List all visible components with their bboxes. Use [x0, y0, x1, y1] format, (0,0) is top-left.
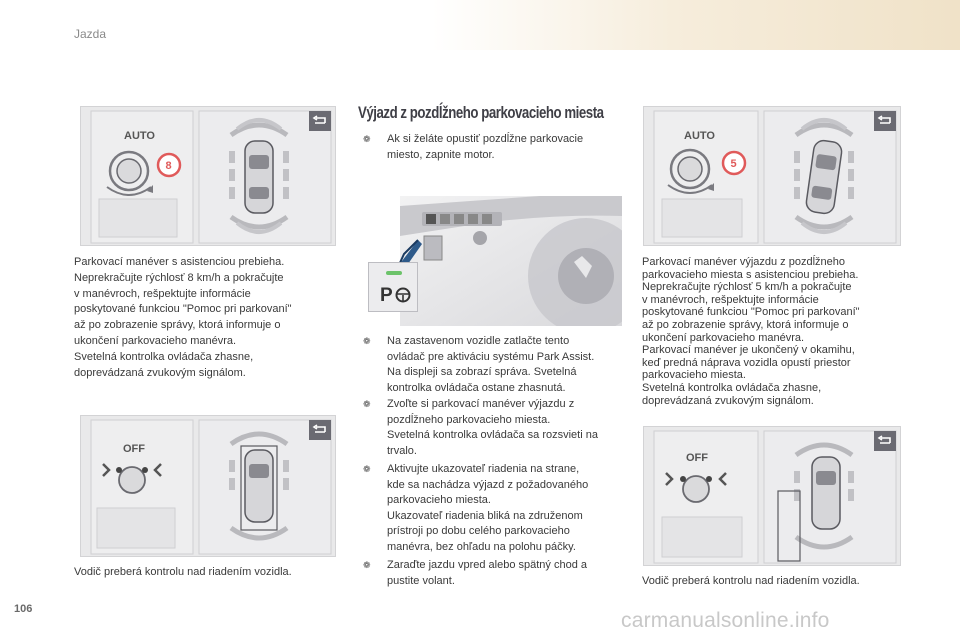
watermark: carmanualsonline.info [621, 609, 830, 632]
park-assist-button-icon [368, 262, 418, 312]
speed-value: 8 [165, 160, 172, 172]
bullet-item [363, 132, 627, 166]
display-panel-off-right [643, 426, 901, 566]
mode-label-auto: AUTO [124, 130, 155, 142]
left-text-bottom: Vodič preberá kontrolu nad riadením vozidla. [74, 566, 292, 578]
speed-badge-icon [723, 152, 745, 174]
right-text-bottom: Vodič preberá kontrolu nad riadením vozidla. [642, 575, 860, 587]
bullet-item [363, 558, 627, 590]
back-arrow-icon [309, 111, 331, 131]
header-bar [0, 0, 960, 50]
display-panel-off-left [80, 415, 336, 557]
back-arrow-icon [309, 420, 331, 440]
back-arrow-icon [874, 431, 896, 451]
back-arrow-icon [874, 111, 896, 131]
bullet-mark-icon: ❁ [363, 560, 371, 570]
bullet-mark-icon: ❁ [363, 399, 371, 409]
mode-label-auto: AUTO [684, 130, 715, 142]
bullet-mark-icon: ❁ [363, 464, 371, 474]
bullet-item [363, 397, 627, 459]
section-title: Jazda [74, 27, 107, 41]
bullet-item [363, 334, 627, 396]
bullet-text: Aktivujte ukazovateľ riadenia na strane, kde sa nachádza výjazd z požadovaného parkovacieho miesta. Ukazovateľ riadenia bliká na združenom prístroji po dobu celého parkovacieho manévra, bez ohľadu na polohu páčky. [387, 463, 589, 553]
display-panel-auto-8 [80, 106, 336, 246]
mode-label-off: OFF [123, 443, 145, 455]
bullet-text: Zvoľte si parkovací manéver výjazdu z pozdĺžneho parkovacieho miesta. Svetelná kontrolka ovládača sa rozsvieti na trvalo. [387, 398, 598, 457]
page-number: 106 [14, 603, 33, 615]
bullet-mark-icon: ❁ [363, 336, 371, 346]
speed-badge-icon [158, 154, 180, 176]
left-text-top: Parkovací manéver s asistenciou prebieha. Neprekračujte rýchlosť 8 km/h a pokračujte v manévroch, rešpektujte informácie poskytované funkciou "Pomoc pri parkovaní" až po zobrazenie správy, ktorá informuje o ukončení parkovacieho manévra. Svetelná kontrolka ovládača zhasne, doprevádzaná zvukovým signálom. [74, 256, 292, 379]
speed-value: 5 [730, 158, 737, 170]
bullet-item [363, 462, 627, 556]
section-heading: Výjazd z pozdĺžneho parkovacieho miesta [358, 103, 604, 122]
display-panel-auto-5 [643, 106, 901, 246]
bullet-text: Ak si želáte opustiť pozdĺžne parkovacie miesto, zapnite motor. [387, 133, 584, 161]
bullet-text: Zaraďte jazdu vpred alebo spätný chod a pustite volant. [387, 559, 587, 587]
right-text-top: Parkovací manéver výjazdu z pozdĺžneho parkovacieho miesta s asistenciou prebieha. Neprekračujte rýchlosť 5 km/h a pokračujte v manévroch, rešpektujte informácie poskytované funkciou "Pomoc pri parkovaní" až po zobrazenie správy, ktorá informuje o ukončení parkovacieho manévra. Parkovací manéver je ukončený v okamihu, keď predná náprava vozidla opustí priestor parkovacieho miesta. Svetelná kontrolka ovládača zhasne, doprevádzaná zvukovým signálom. [642, 256, 860, 407]
bullet-text: Na zastavenom vozidle zatlačte tento ovládač pre aktiváciu systému Park Assist. Na displeji sa zobrazí správa. Svetelná kontrolka ovládača ostane zhasnutá. [387, 335, 595, 394]
park-assist-label: P [380, 285, 393, 306]
bullet-mark-icon: ❁ [363, 134, 371, 144]
mode-label-off: OFF [686, 452, 708, 464]
